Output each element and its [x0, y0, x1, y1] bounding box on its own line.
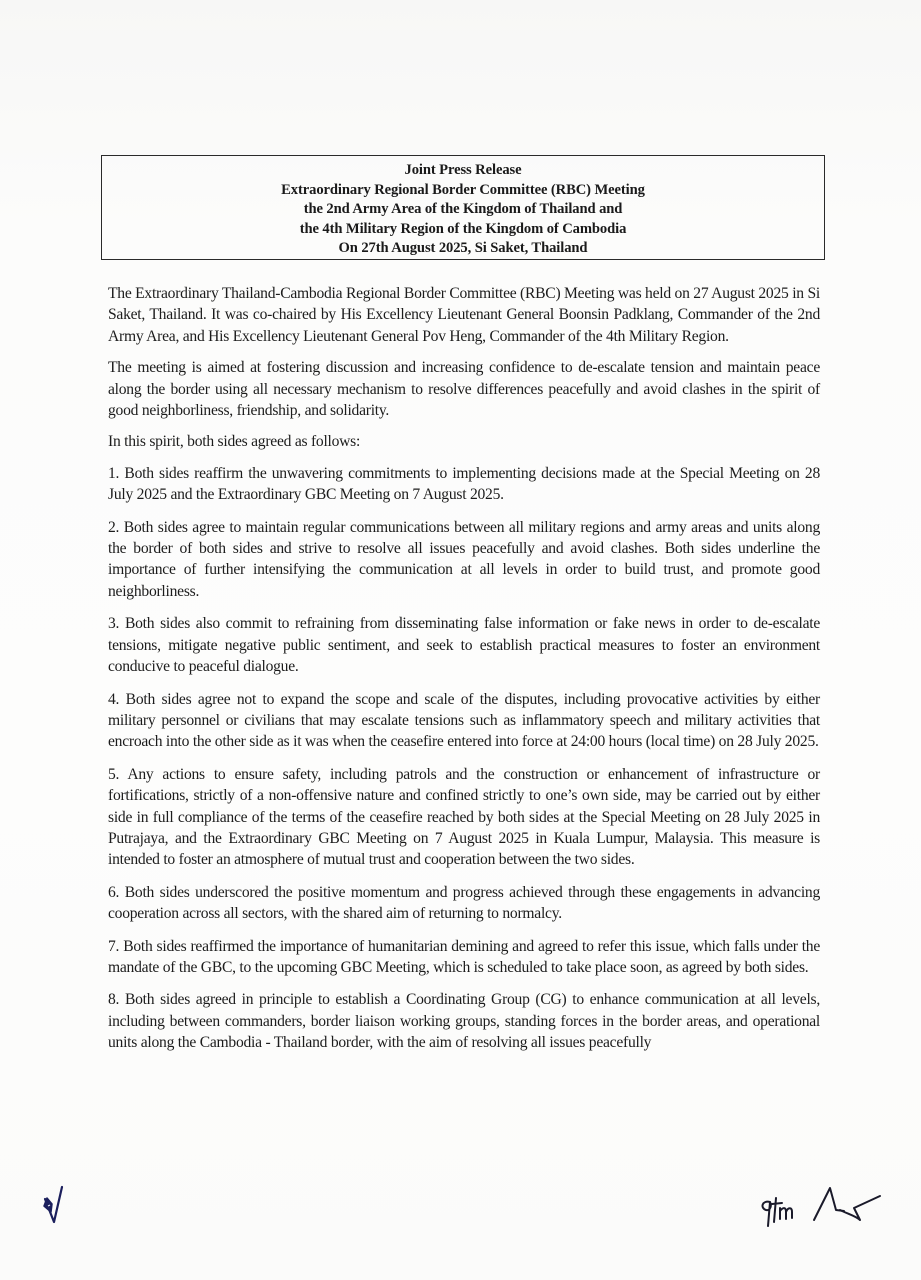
agreement-item-5: 5. Any actions to ensure safety, including patrols and the construction or enhancement of infrastructure or fortifications, strictly of a non-offensive nature and confined strictly to one’s own side, may be carried out by either side in full compliance of the terms of the ceasefire reached by both sides at the Special Meeting on 28 July 2025 in Putrajaya, and the Extraordinary GBC Meeting on 7 August 2025 in Kuala Lumpur, Malaysia. This measure is intended to foster an atmosphere of mutual trust and cooperation between the two sides.: [108, 765, 820, 869]
agreement-item-2: 2. Both sides agree to maintain regular communications between all military regions and army areas and units along the border of both sides and strive to resolve all issues peacefully and avoid clashes. Both sides underline the importance of further intensifying the communication at all levels in order to build trust, and promote good neighborliness.: [108, 518, 820, 600]
agreement-item-1: 1. Both sides reaffirm the unwavering commitments to implementing decisions made at the Special Meeting on 28 July 2025 and the Extraordinary GBC Meeting on 7 August 2025.: [108, 464, 820, 504]
agreement-item-7: 7. Both sides reaffirmed the importance of humanitarian demining and agreed to refer this issue, which falls under the mandate of the GBC, to the upcoming GBC Meeting, which is scheduled to take place soon, as agreed by both sides.: [108, 937, 820, 976]
title-meeting-name: Extraordinary Regional Border Committee (RBC) Meeting: [281, 181, 645, 198]
handwritten-initial-left-icon: [38, 1184, 74, 1230]
agreement-item-4: 4. Both sides agree not to expand the scope and scale of the disputes, including provocative activities by either military personnel or civilians that may escalate tensions such as inflammatory speech and military activities that encroach into the other side as it was when the ceasefire entered into force at 24:00 hours (local time) on 28 July 2025.: [108, 690, 820, 751]
title-cambodia-party: the 4th Military Region of the Kingdom of Cambodia: [299, 220, 627, 237]
title-date-location: On 27th August 2025, Si Saket, Thailand: [338, 240, 588, 257]
intro-paragraph: The Extraordinary Thailand-Cambodia Regional Border Committee (RBC) Meeting was held on 27 August 2025 in Si Saket, Thailand. It was co-chaired by His Excellency Lieutenant General Boonsin Padklang, Commander of the 2nd Army Area, and His Excellency Lieutenant General Pov Heng, Commander of the 4th Military Region.: [108, 285, 820, 345]
title-joint-press-release: Joint Press Release: [404, 162, 522, 178]
agreement-item-8: 8. Both sides agreed in principle to establish a Coordinating Group (CG) to enhance communication at all levels, including between commanders, border liaison working groups, standing forces in the border areas, and operational units along the Cambodia - Thailand border, with the aim of resolving all issues peacefully: [108, 991, 820, 1052]
agreement-lead-in: In this spirit, both sides agreed as follows:: [108, 433, 361, 451]
title-thailand-party: the 2nd Army Area of the Kingdom of Thailand and: [303, 201, 623, 218]
title-box: [101, 155, 825, 260]
agreement-item-6: 6. Both sides underscored the positive momentum and progress achieved through these engagements in advancing cooperation across all sectors, with the shared aim of returning to normalcy.: [108, 883, 820, 923]
handwritten-initial-right-icon: [756, 1178, 886, 1238]
purpose-paragraph: The meeting is aimed at fostering discussion and increasing confidence to de-escalate tension and maintain peace along the border using all necessary mechanism to resolve differences peacefully and avoid clashes in the spirit of good neighborliness, friendship, and solidarity.: [108, 359, 820, 420]
agreement-item-3: 3. Both sides also commit to refraining from disseminating false information or fake news in order to de-escalate tensions, mitigate negative public sentiment, and seek to establish practical measures to foster an environment conducive to peaceful dialogue.: [108, 615, 820, 676]
document-body: [108, 283, 820, 1065]
